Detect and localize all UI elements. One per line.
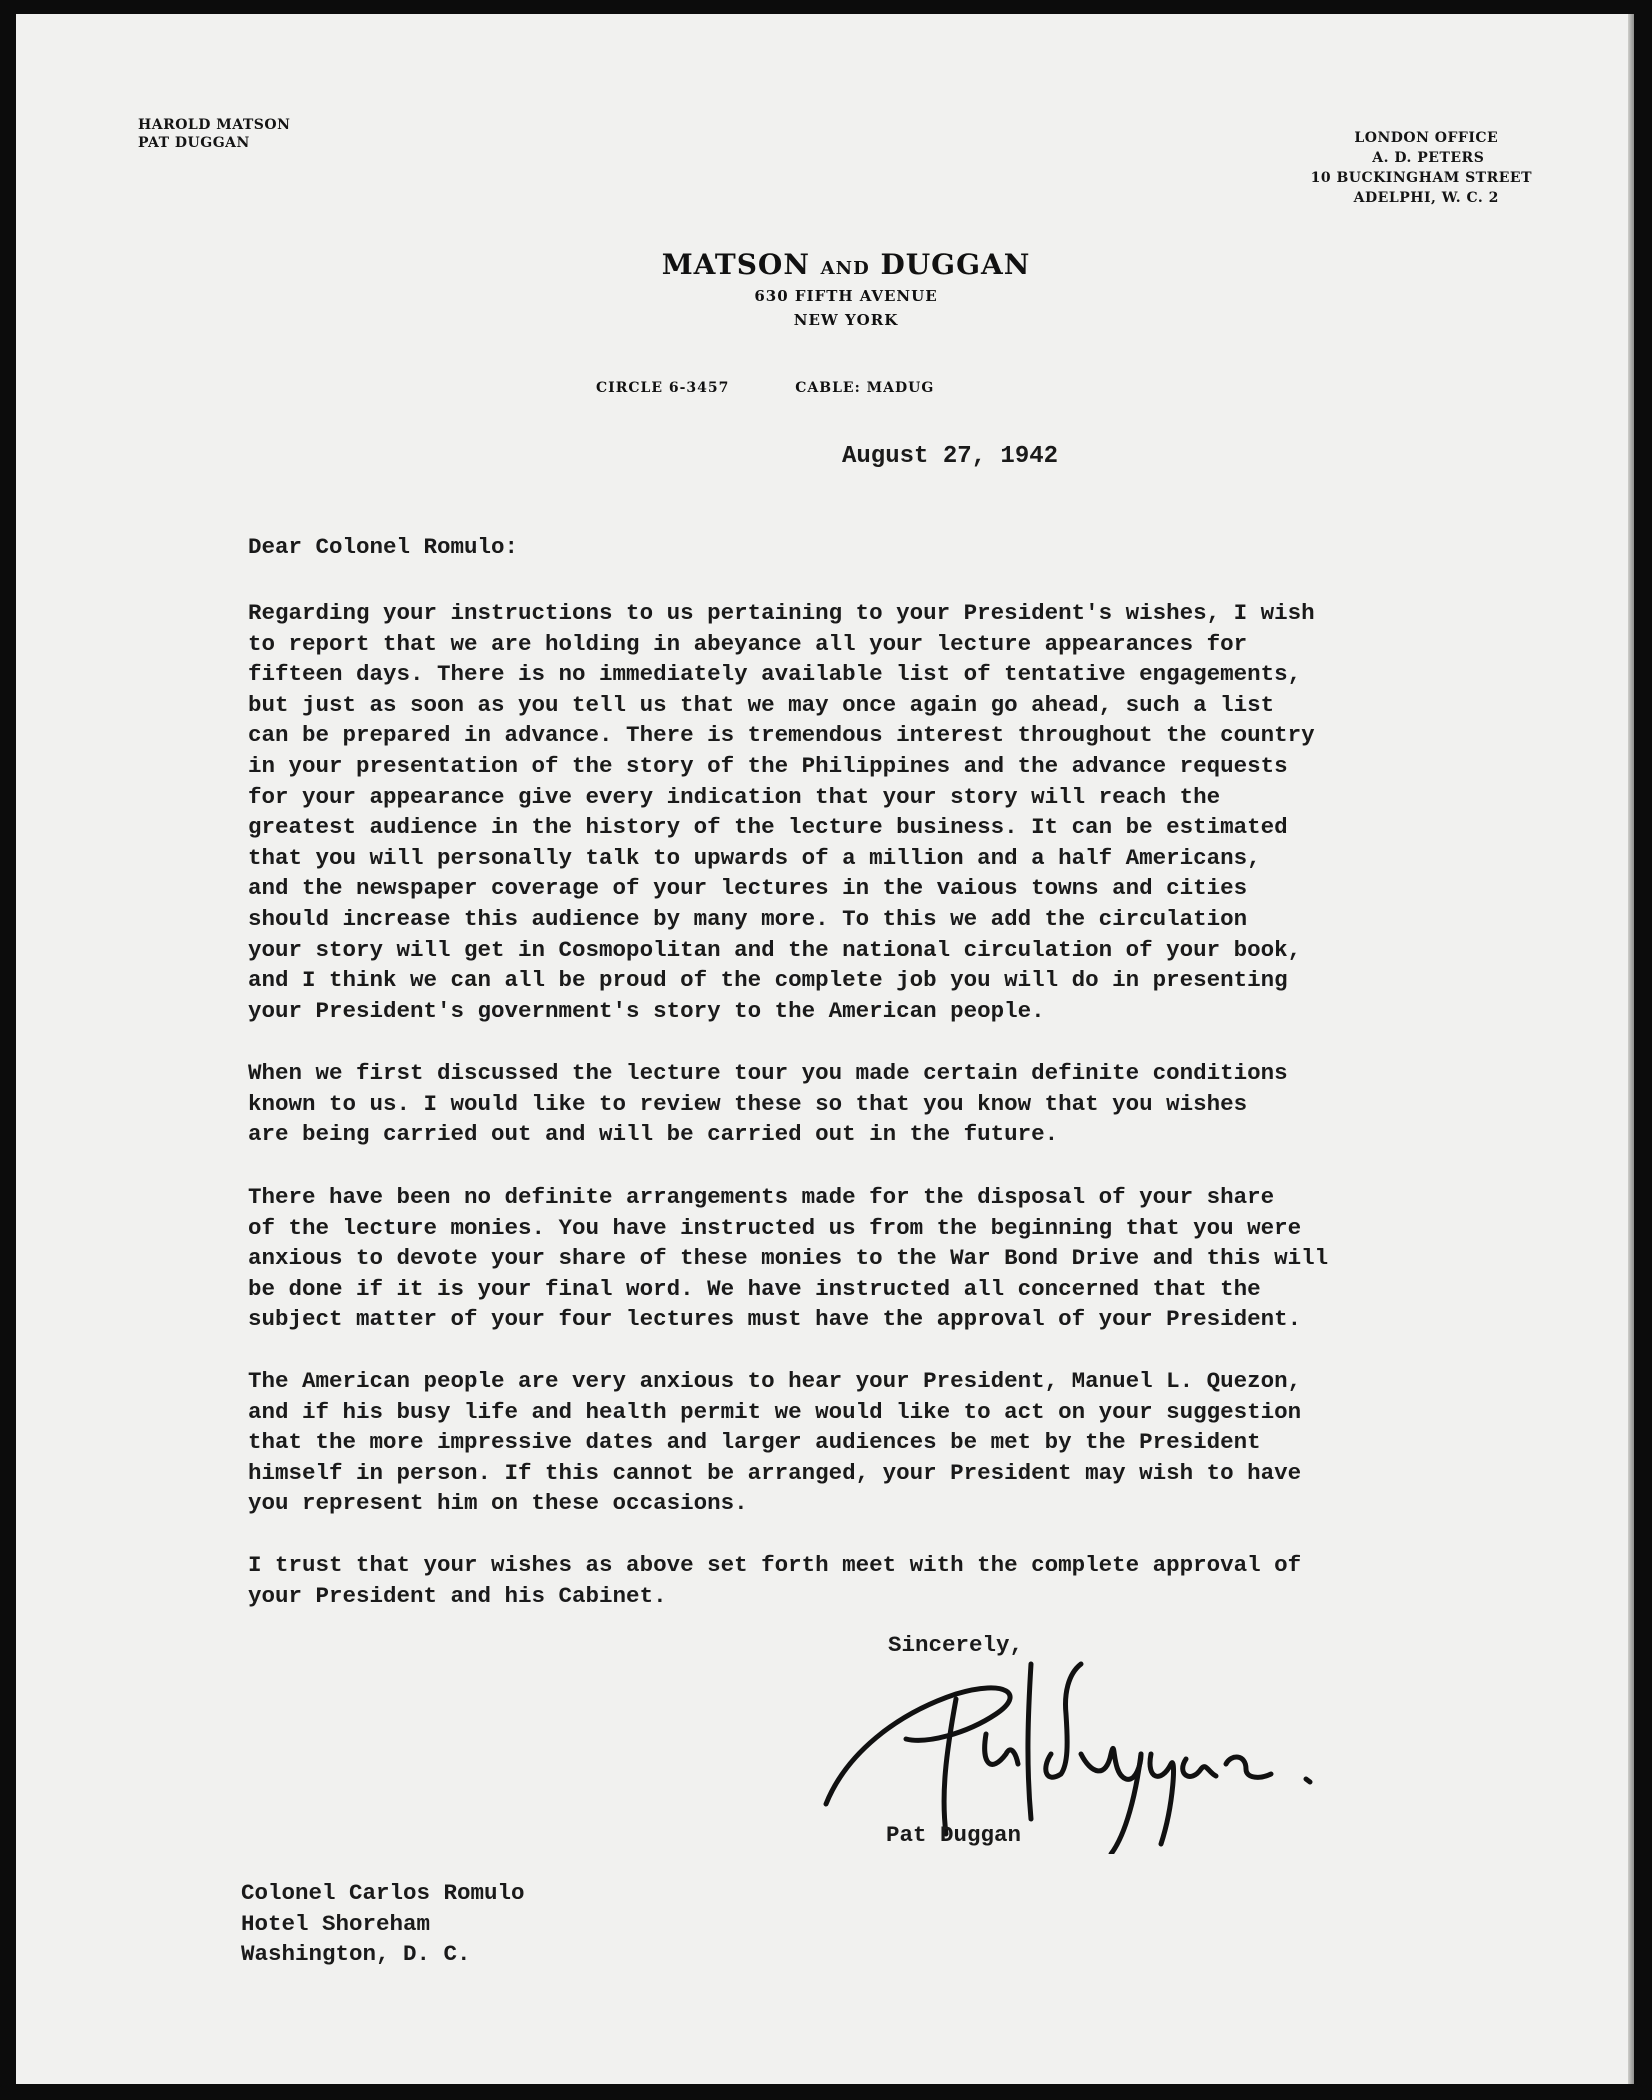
text-line: should increase this audience by many more. To this we add the circulation [248, 905, 1248, 932]
paper-edge [1628, 14, 1634, 2084]
closing: Sincerely, [888, 1632, 1024, 1658]
recipient-address [241, 1878, 525, 1970]
text-line: Regarding your instructions to us pertaining to your President's wishes, I wish [248, 600, 1315, 626]
text-line: your President's government's story to the American people. [248, 997, 1045, 1024]
address-line: Washington, D. C. [241, 1941, 471, 1968]
handwritten-signature [806, 1604, 1366, 1854]
firm-address-street: 630 FIFTH AVENUE [754, 287, 938, 305]
letterhead-firm [586, 248, 1106, 329]
text-line: When we first discussed the lecture tour you made certain definite conditions [248, 1060, 1288, 1086]
text-line: are being carried out and will be carried out in the future. [248, 1121, 1059, 1148]
text-line: to report that we are holding in abeyance all your lecture appearances for [248, 630, 1248, 657]
text-line: I trust that your wishes as above set forth meet with the complete approval of [248, 1552, 1302, 1578]
firm-name [586, 248, 1106, 281]
text-line: subject matter of your four lectures must have the approval of your President. [248, 1306, 1302, 1333]
london-office-line: LONDON OFFICE [1354, 130, 1499, 146]
london-office-line: ADELPHI, W. C. 2 [1353, 190, 1499, 206]
text-line: and if his busy life and health permit we would like to act on your suggestion [248, 1398, 1302, 1425]
address-line: Colonel Carlos Romulo [241, 1880, 525, 1906]
text-line: The American people are very anxious to hear your President, Manuel L. Quezon, [248, 1368, 1302, 1394]
text-line: anxious to devote your share of these monies to the War Bond Drive and this will [248, 1245, 1329, 1272]
body-paragraph [248, 1058, 1288, 1150]
body-paragraph [248, 1550, 1301, 1611]
body-paragraph [248, 1366, 1301, 1519]
firm-name-conjunction: AND [820, 258, 870, 279]
firm-address-city: NEW YORK [793, 311, 899, 329]
firm-name-part: MATSON [661, 248, 810, 281]
firm-name-part: DUGGAN [880, 248, 1031, 281]
letterhead-principals [138, 116, 290, 152]
letterhead-london-office [1311, 128, 1532, 208]
body-paragraph [248, 598, 1315, 1026]
signer-name: Pat Duggan [886, 1822, 1022, 1848]
text-line: be done if it is your final word. We have instructed all concerned that the [248, 1275, 1261, 1302]
london-office-line: 10 BUCKINGHAM STREET [1310, 170, 1532, 186]
text-line: himself in person. If this cannot be arranged, your President may wish to have [248, 1459, 1302, 1486]
salutation: Dear Colonel Romulo: [248, 534, 519, 560]
principal-name: PAT DUGGAN [138, 135, 250, 151]
text-line: in your presentation of the story of the Philippines and the advance requests [248, 752, 1288, 779]
letter-page [16, 14, 1634, 2084]
firm-phone: CIRCLE 6-3457 [596, 380, 730, 396]
text-line: known to us. I would like to review these so that you know that you wishes [248, 1090, 1248, 1117]
firm-cable: CABLE: MADUG [795, 380, 935, 396]
letter-date: August 27, 1942 [842, 443, 1059, 470]
principal-name: HAROLD MATSON [138, 117, 291, 133]
body-paragraph [248, 1182, 1328, 1335]
text-line: of the lecture monies. You have instructed us from the beginning that you were [248, 1214, 1302, 1241]
text-line: can be prepared in advance. There is tremendous interest throughout the country [248, 722, 1315, 749]
text-line: There have been no definite arrangements made for the disposal of your share [248, 1184, 1275, 1210]
text-line: that the more impressive dates and larger audiences be met by the President [248, 1429, 1261, 1456]
address-line: Hotel Shoreham [241, 1910, 431, 1937]
text-line: and the newspaper coverage of your lectures in the vaious towns and cities [248, 875, 1248, 902]
text-line: and I think we can all be proud of the complete job you will do in presenting [248, 967, 1288, 994]
london-office-line: A. D. PETERS [1372, 150, 1485, 166]
text-line: but just as soon as you tell us that we may once again go ahead, such a list [248, 691, 1275, 718]
text-line: for your appearance give every indication that your story will reach the [248, 783, 1221, 810]
text-line: you represent him on these occasions. [248, 1490, 748, 1517]
text-line: fifteen days. There is no immediately available list of tentative engagements, [248, 661, 1302, 688]
text-line: your President and his Cabinet. [248, 1582, 667, 1609]
text-line: that you will personally talk to upwards of a million and a half Americans, [248, 844, 1261, 871]
text-line: greatest audience in the history of the lecture business. It can be estimated [248, 814, 1288, 841]
firm-contacts [596, 380, 1116, 396]
text-line: your story will get in Cosmopolitan and the national circulation of your book, [248, 936, 1302, 963]
